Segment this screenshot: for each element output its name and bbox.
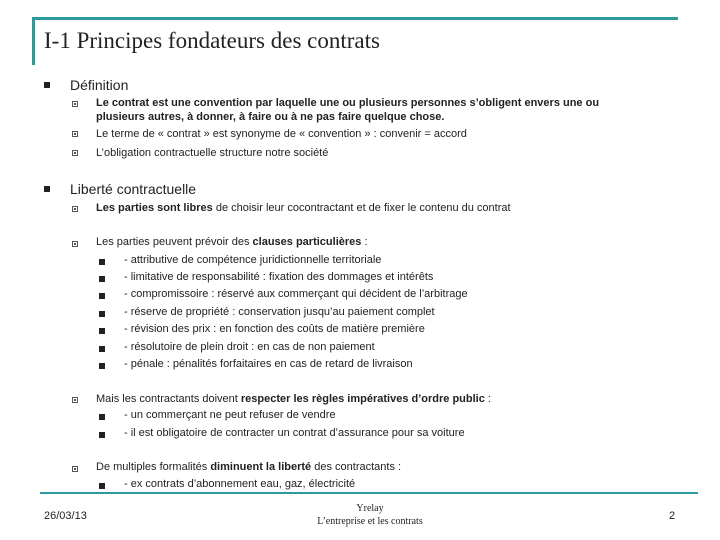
footer-author: Yrelay: [356, 503, 384, 514]
definition-item-2: Le terme de « contrat » est synonyme de « convention » : convenir = accord: [96, 128, 467, 140]
bullet-square-icon: [99, 259, 105, 265]
liberte-item-2-pre: Les parties peuvent prévoir des: [96, 236, 253, 248]
bullet-square-icon: [99, 311, 105, 317]
liberte-item-3: [96, 393, 491, 406]
frame-top-line: [32, 17, 678, 20]
footer-center: [300, 502, 440, 528]
bullet-square-icon: [99, 346, 105, 352]
footer-subtitle: L’entreprise et les contrats: [317, 516, 423, 527]
definition-item-1-line2: plusieurs autres, à donner, à faire ou à ne pas faire quelque chose.: [96, 111, 445, 123]
bullet-square-icon: [99, 432, 105, 438]
bullet-square-icon: [99, 363, 105, 369]
footer-date: 26/03/13: [44, 510, 87, 522]
bullet-hollow-square-icon: [72, 241, 78, 247]
liberte-item-4: [96, 461, 401, 474]
formalites-item: - ex contrats d’abonnement eau, gaz, électricité: [124, 478, 356, 490]
liberte-item-3-pre: Mais les contractants doivent: [96, 393, 241, 405]
bullet-hollow-square-icon: [72, 206, 78, 212]
liberte-item-4-rest: des contractants :: [311, 461, 402, 473]
bullet-square-icon: [44, 186, 50, 192]
definition-item-1-line1: Le contrat est une convention par laquelle une ou plusieurs personnes s’obligent envers une ou: [96, 97, 600, 109]
clause-item: - compromissoire : réservé aux commerçant qui décident de l’arbitrage: [124, 288, 468, 300]
liberte-item-2-bold: clauses particulières: [252, 236, 362, 248]
liberte-item-3-rest: :: [484, 393, 491, 405]
clause-item: - attributive de compétence juridictionnelle territoriale: [124, 254, 382, 266]
bullet-square-icon: [99, 293, 105, 299]
liberte-item-1-rest: de choisir leur cocontractant et de fixer le contenu du contrat: [212, 202, 511, 214]
bullet-hollow-square-icon: [72, 150, 78, 156]
bullet-hollow-square-icon: [72, 466, 78, 472]
frame-left-line: [32, 17, 35, 65]
clause-item: - résolutoire de plein droit : en cas de non paiement: [124, 341, 375, 353]
ordre-public-item: - il est obligatoire de contracter un contrat d’assurance pour sa voiture: [124, 427, 465, 439]
definition-item-3: L’obligation contractuelle structure notre société: [96, 147, 329, 159]
bullet-square-icon: [99, 328, 105, 334]
clause-item: - pénale : pénalités forfaitaires en cas de retard de livraison: [124, 358, 413, 370]
bullet-square-icon: [99, 483, 105, 489]
section-heading-liberte: Liberté contractuelle: [70, 181, 197, 197]
section-heading-definition: Définition: [70, 77, 129, 93]
bullet-square-icon: [44, 82, 50, 88]
liberte-item-3-bold: respecter les règles impératives d’ordre public: [240, 393, 485, 405]
clause-item: - réserve de propriété : conservation jusqu’au paiement complet: [124, 306, 435, 318]
bullet-square-icon: [99, 414, 105, 420]
liberte-item-4-bold: diminuent la liberté: [210, 461, 312, 473]
slide-title: I-1 Principes fondateurs des contrats: [44, 28, 380, 53]
bullet-hollow-square-icon: [72, 397, 78, 403]
bullet-square-icon: [99, 276, 105, 282]
page-number: 2: [669, 510, 676, 522]
footer-line: [40, 492, 698, 494]
clause-item: - limitative de responsabilité : fixation des dommages et intérêts: [124, 271, 434, 283]
bullet-hollow-square-icon: [72, 131, 78, 137]
bullet-hollow-square-icon: [72, 101, 78, 107]
liberte-item-2: [96, 236, 368, 249]
clause-item: - révision des prix : en fonction des coûts de matière première: [124, 323, 425, 335]
liberte-item-1: [96, 202, 511, 215]
liberte-item-4-pre: De multiples formalités: [96, 461, 211, 473]
ordre-public-item: - un commerçant ne peut refuser de vendre: [124, 409, 336, 421]
liberte-item-1-bold: Les parties sont libres: [96, 202, 213, 214]
liberte-item-2-rest: :: [361, 236, 368, 248]
